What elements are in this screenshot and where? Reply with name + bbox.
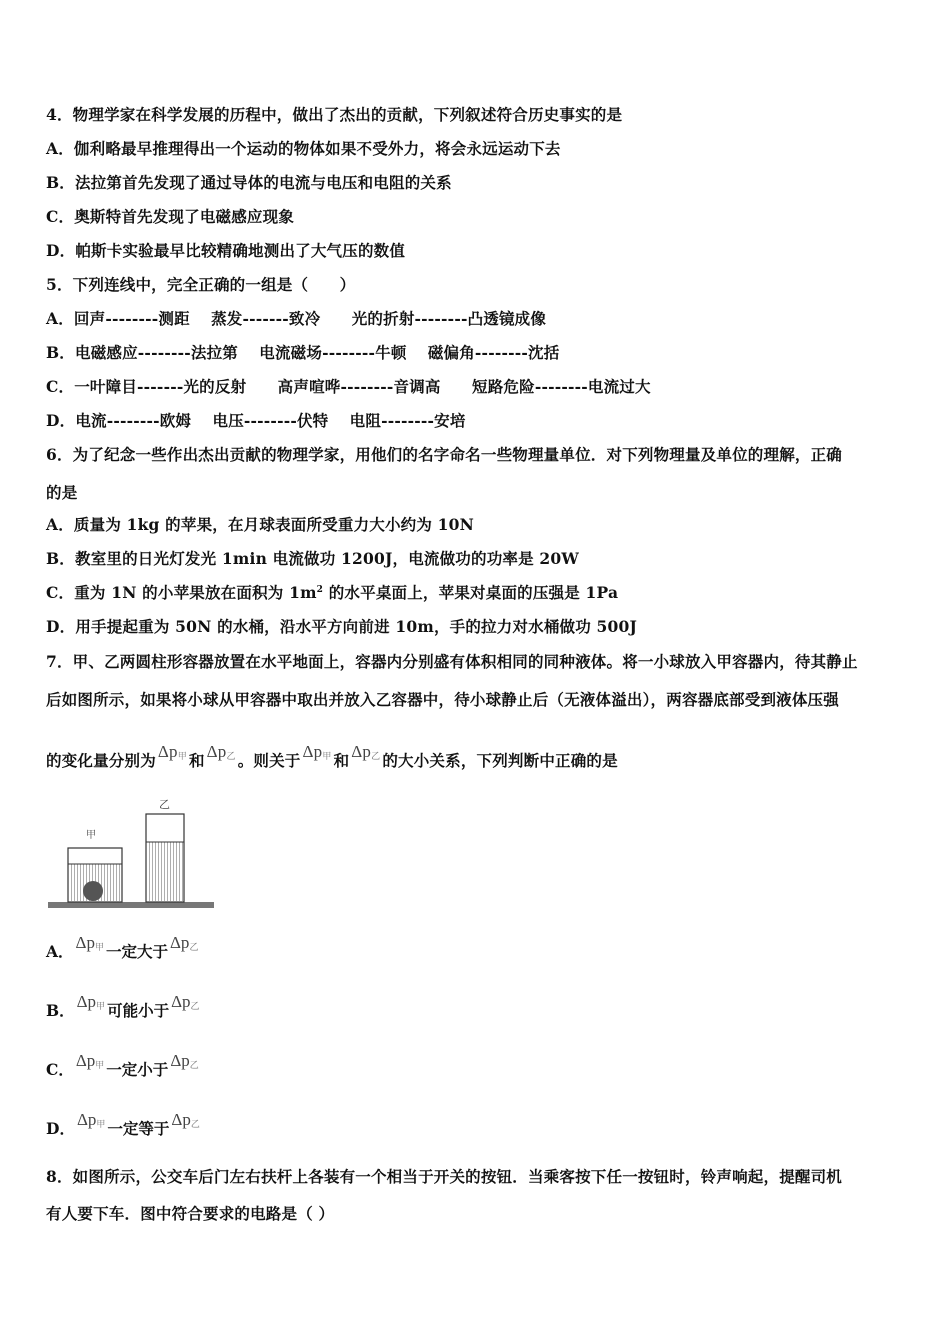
q7-s3a: 的变化量分别为 (46, 751, 156, 770)
q7-s3d: 和 (333, 751, 350, 770)
q7-stem-line3 (46, 742, 618, 771)
q5-option-c: C．一叶障目-------光的反射 高声喧哗--------音调高 短路危险--------电流过大 (46, 377, 651, 396)
q7-s3c: 。则关于 (237, 751, 301, 770)
q8-stem-line2: 有人要下车．图中符合要求的电路是（ ） (46, 1204, 335, 1223)
q5-option-a: A．回声--------测距 蒸发-------致冷 光的折射--------凸透镜成像 (46, 309, 547, 328)
q7-option-d: D． $\Delta p_甲$ 一定等于 $\Delta p_乙$ (46, 1110, 200, 1138)
q6-c-sup: 2 (316, 584, 324, 595)
q6-stem-line1: 6．为了纪念一些作出杰出贡献的物理学家，用他们的名字命名一些物理量单位．对下列物理量及单位的理解，正确 (46, 445, 842, 464)
q5-option-b: B．电磁感应--------法拉第 电流磁场--------牛顿 磁偏角--------沈括 (46, 343, 560, 362)
delta-p-yi-1: $\Delta p_乙$ (206, 742, 236, 761)
q4-option-c: C．奥斯特首先发现了电磁感应现象 (46, 207, 295, 226)
q6-option-d: D．用手提起重为 50N 的水桶，沿水平方向前进 10m，手的拉力对水桶做功 500J (46, 617, 638, 636)
q4-option-d: D．帕斯卡实验最早比较精确地测出了大气压的数值 (46, 241, 406, 260)
ball (83, 881, 103, 901)
q7-option-b: B． $\Delta p_甲$ 可能小于 $\Delta p_乙$ (46, 992, 200, 1020)
q6-option-a: A．质量为 1kg 的苹果，在月球表面所受重力大小约为 10N (46, 515, 475, 534)
q7-s3e: 的大小关系，下列判断中正确的是 (382, 751, 618, 770)
q6-c-pre: C．重为 1N 的小苹果放在面积为 1m (46, 583, 317, 602)
delta-p-jia-2: $\Delta p_甲$ (302, 742, 332, 761)
delta-p-yi-2: $\Delta p_乙$ (351, 742, 381, 761)
q4-option-b: B．法拉第首先发现了通过导体的电流与电压和电阻的关系 (46, 173, 452, 192)
delta-p-jia-1: $\Delta p_甲$ (157, 742, 187, 761)
q6-option-c (46, 581, 618, 603)
q4-option-a: A．伽利略最早推理得出一个运动的物体如果不受外力，将会永远运动下去 (46, 139, 561, 158)
q6-option-b: B．教室里的日光灯发光 1min 电流做功 1200J，电流做功的功率是 20W (46, 549, 579, 568)
q8-stem-line1: 8．如图所示，公交车后门左右扶杆上各装有一个相当于开关的按钮．当乘客按下任一按钮时，铃声响起，提醒司机 (46, 1167, 842, 1186)
q6-stem-line2: 的是 (46, 483, 78, 502)
q4-stem: 4．物理学家在科学发展的历程中，做出了杰出的贡献，下列叙述符合历史事实的是 (46, 105, 623, 124)
q7-option-c: C． $\Delta p_甲$ 一定小于 $\Delta p_乙$ (46, 1051, 199, 1079)
q7-stem-line2: 后如图所示，如果将小球从甲容器中取出并放入乙容器中，待小球静止后（无液体溢出），两容器底部受到液体压强 (46, 690, 839, 709)
liquid-yi (147, 842, 183, 901)
label-jia: 甲 (86, 830, 96, 841)
q7-stem-line1: 7．甲、乙两圆柱形容器放置在水平地面上，容器内分别盛有体积相同的同种液体。将一小球放入甲容器内，待其静止 (46, 652, 858, 671)
q5-option-d: D．电流--------欧姆 电压--------伏特 电阻--------安培 (46, 411, 466, 430)
q7-option-a: A． $\Delta p_甲$ 一定大于 $\Delta p_乙$ (46, 933, 199, 961)
label-yi: 乙 (159, 798, 170, 811)
ground (48, 902, 214, 908)
containers-figure (46, 798, 216, 915)
q5-stem: 5．下列连线中，完全正确的一组是（ ） (46, 275, 356, 294)
q7-s3b: 和 (188, 751, 205, 770)
q6-c-post: 的水平桌面上，苹果对桌面的压强是 1Pa (323, 583, 619, 602)
